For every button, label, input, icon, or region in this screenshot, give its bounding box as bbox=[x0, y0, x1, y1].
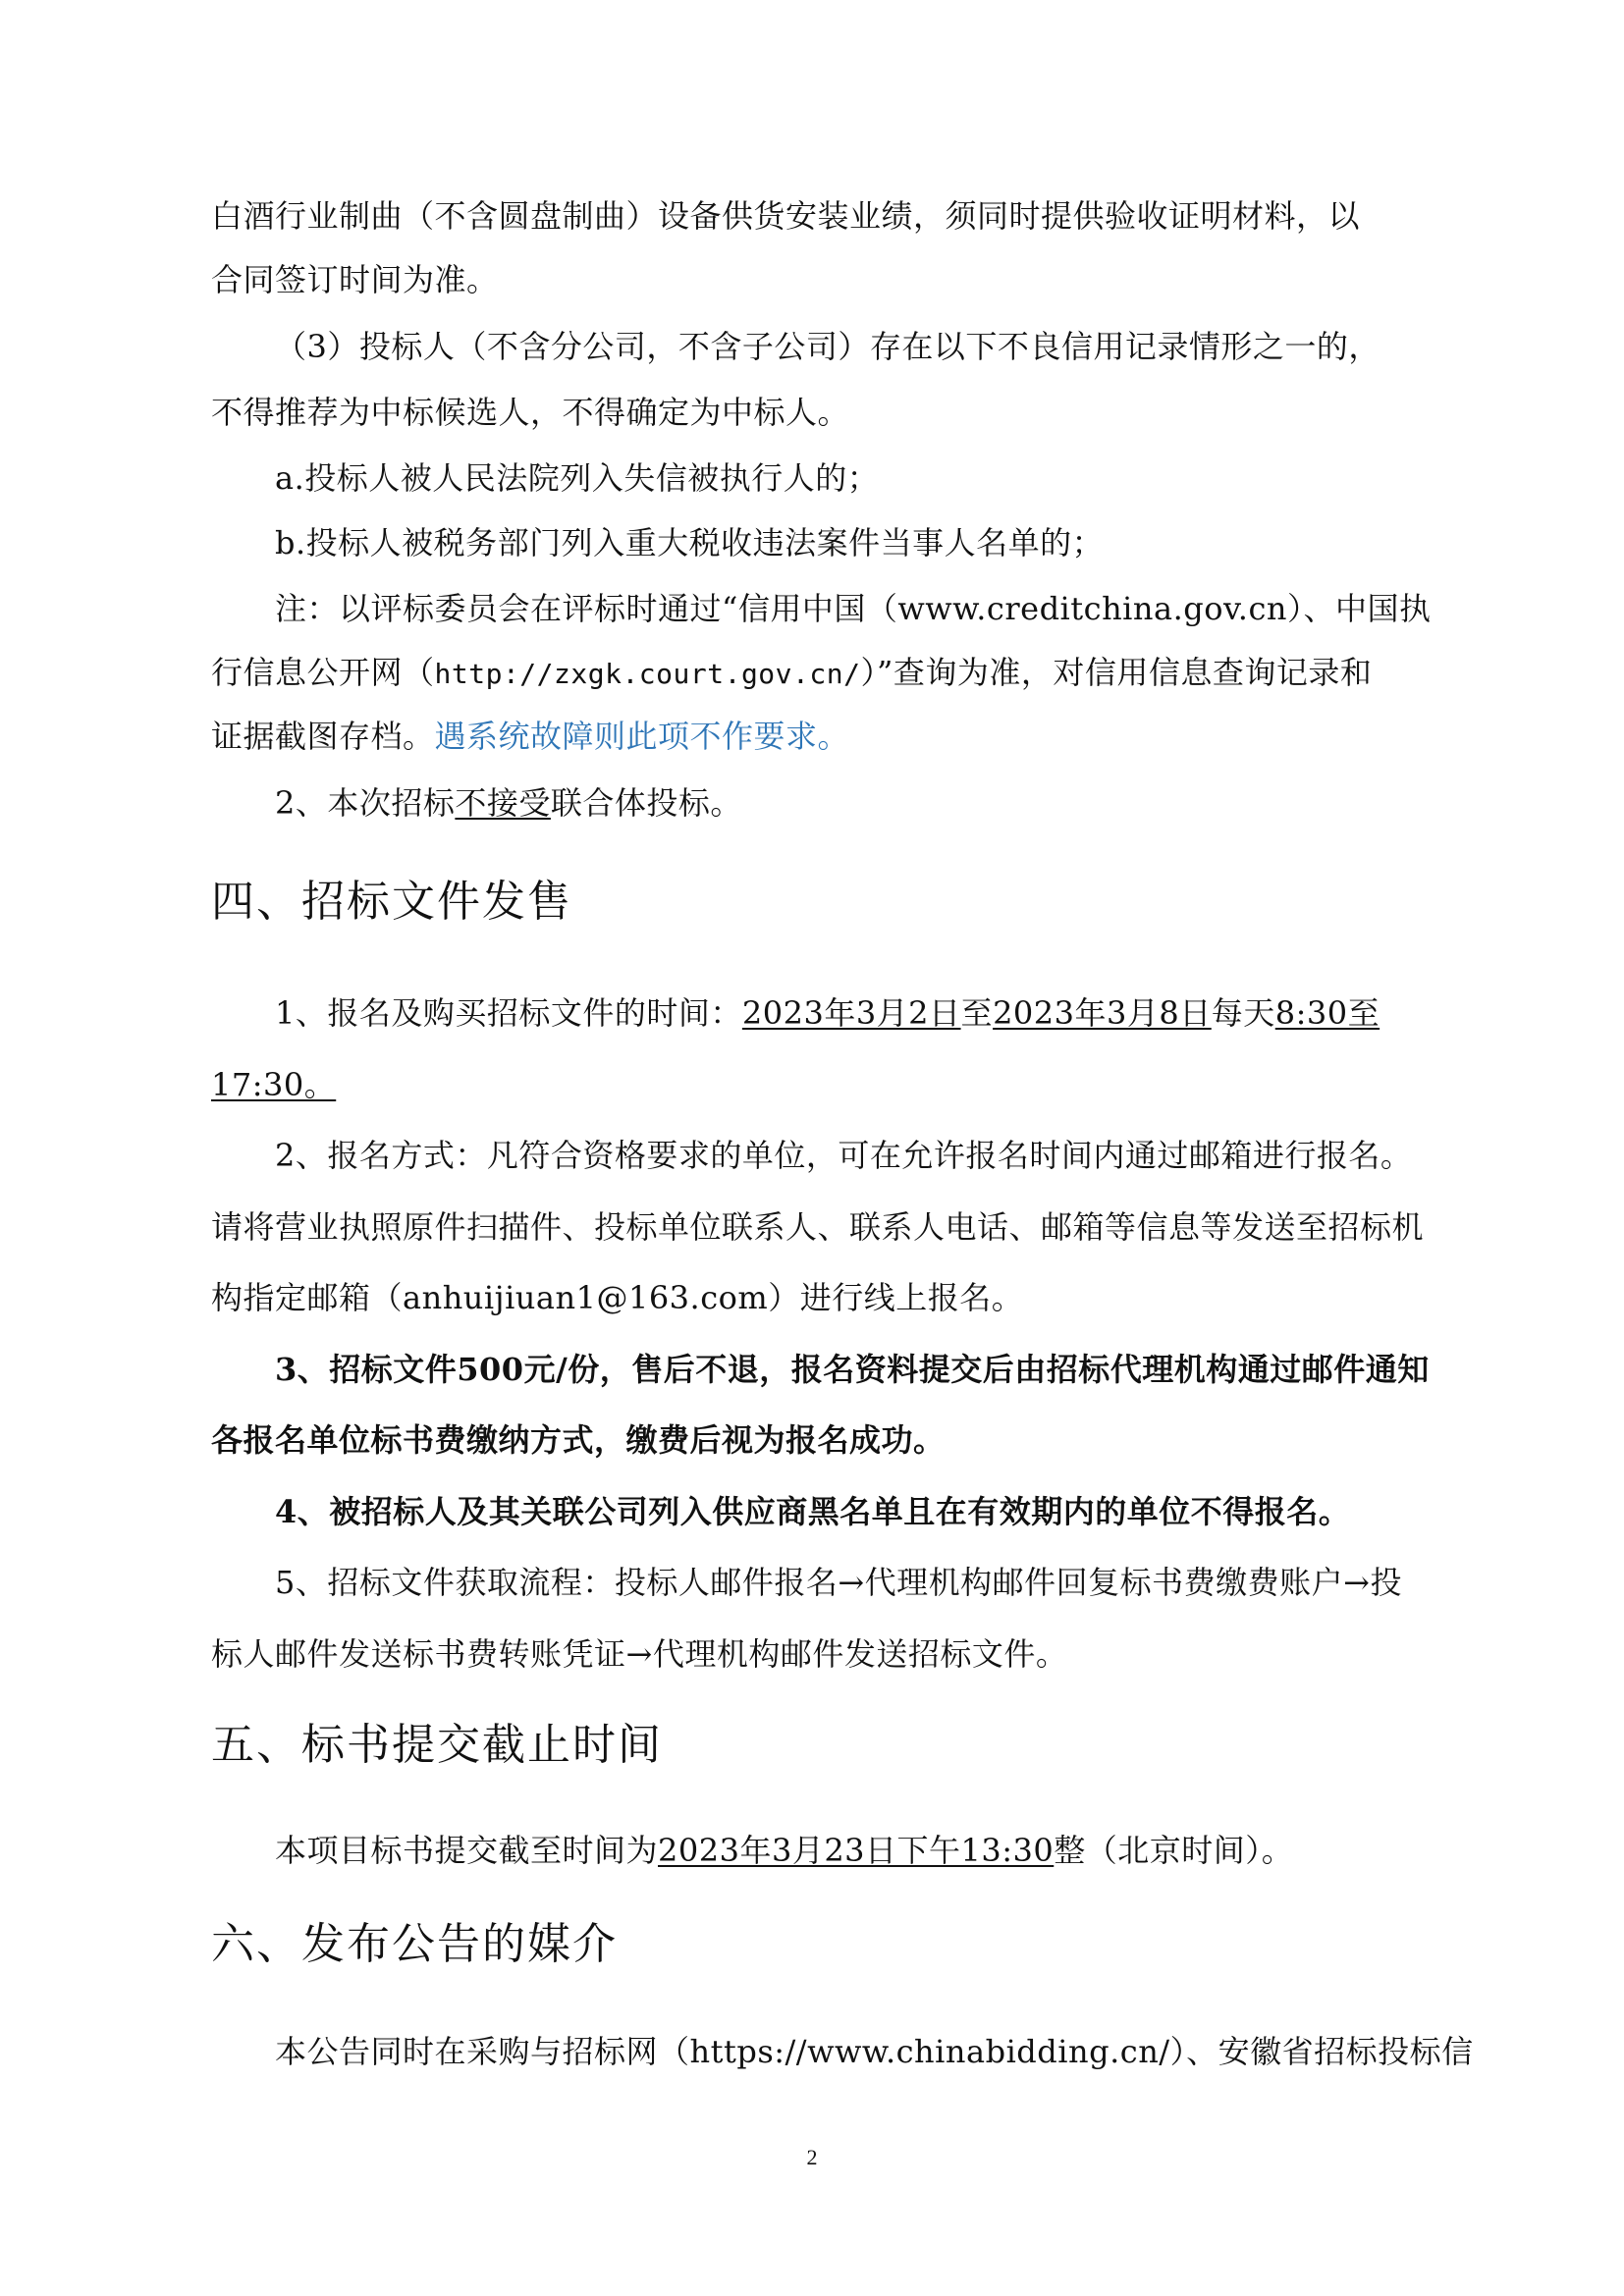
text: 至 bbox=[960, 994, 994, 1032]
clause-text: 联合体投标。 bbox=[550, 784, 742, 822]
text: 整（北京时间）。 bbox=[1054, 1832, 1294, 1869]
note-line bbox=[211, 717, 1429, 756]
paragraph-line: 合同签订时间为准。 bbox=[211, 261, 499, 298]
section-heading-6: 六、发布公告的媒介 bbox=[211, 1919, 618, 1969]
time-range: 8:30至 bbox=[1274, 994, 1380, 1032]
paragraph-line bbox=[275, 993, 1429, 1033]
deadline: 2023年3月23日下午13:30 bbox=[658, 1832, 1055, 1869]
clause-text: 2、本次招标 bbox=[275, 784, 456, 822]
note-highlight: 遇系统故障则此项不作要求。 bbox=[434, 718, 850, 755]
note-line bbox=[211, 653, 1429, 694]
section-heading-5: 五、标书提交截止时间 bbox=[211, 1720, 663, 1770]
text: 1、报名及购买招标文件的时间： bbox=[275, 994, 742, 1032]
text: 每天 bbox=[1211, 994, 1275, 1032]
bold-paragraph-line: 各报名单位标书费缴纳方式，缴费后视为报名成功。 bbox=[211, 1421, 946, 1459]
paragraph-line: 标人邮件发送标书费转账凭证→代理机构邮件发送招标文件。 bbox=[211, 1635, 1068, 1673]
paragraph-line: 2、报名方式：凡符合资格要求的单位，可在允许报名时间内通过邮箱进行报名。 bbox=[275, 1137, 1413, 1174]
court-url: http://zxgk.court.gov.cn/ bbox=[434, 658, 861, 690]
bold-paragraph-line: 3、招标文件500元/份，售后不退，报名资料提交后由招标代理机构通过邮件通知 bbox=[275, 1351, 1430, 1388]
paragraph-line: 不得推荐为中标候选人，不得确定为中标人。 bbox=[211, 394, 850, 431]
page-number: 2 bbox=[806, 2145, 818, 2169]
note-text: 行信息公开网（ bbox=[211, 654, 435, 691]
bold-paragraph-line: 4、被招标人及其关联公司列入供应商黑名单且在有效期内的单位不得报名。 bbox=[275, 1493, 1351, 1530]
note-text: ）”查询为准，对信用信息查询记录和 bbox=[860, 654, 1373, 691]
clause-emphasis: 不接受 bbox=[455, 784, 551, 822]
section-heading-4: 四、招标文件发售 bbox=[211, 877, 572, 927]
paragraph-line: 本公告同时在采购与招标网（https://www.chinabidding.cn/）、安徽省招标投标信 bbox=[275, 2033, 1474, 2070]
paragraph-line: 5、招标文件获取流程：投标人邮件报名→代理机构邮件回复标书费缴费账户→投 bbox=[275, 1564, 1402, 1601]
text: 本项目标书提交截至时间为 bbox=[275, 1832, 659, 1869]
end-date: 2023年3月8日 bbox=[993, 994, 1212, 1032]
start-date: 2023年3月2日 bbox=[741, 994, 961, 1032]
paragraph-line: 构指定邮箱（anhuijiuan1@163.com）进行线上报名。 bbox=[211, 1279, 1024, 1316]
time-range: 17:30。 bbox=[211, 1066, 337, 1103]
paragraph-line: （3）投标人（不含分公司，不含子公司）存在以下不良信用记录情形之一的， bbox=[275, 328, 1380, 365]
list-item-b: b.投标人被税务部门列入重大税收违法案件当事人名单的； bbox=[275, 524, 1105, 561]
note-text: 证据截图存档。 bbox=[211, 718, 435, 755]
paragraph-line: 白酒行业制曲（不含圆盘制曲）设备供货安装业绩，须同时提供验收证明材料，以 bbox=[211, 197, 1361, 235]
consortium-clause bbox=[275, 783, 1429, 823]
list-item-a: a.投标人被人民法院列入失信被执行人的； bbox=[275, 459, 880, 497]
paragraph-line bbox=[275, 1831, 1429, 1870]
paragraph-line: 请将营业执照原件扫描件、投标单位联系人、联系人电话、邮箱等信息等发送至招标机 bbox=[211, 1208, 1425, 1246]
paragraph-line bbox=[211, 1065, 1429, 1104]
note-line: 注：以评标委员会在评标时通过“信用中国（www.creditchina.gov.cn）、中国执 bbox=[275, 590, 1432, 627]
